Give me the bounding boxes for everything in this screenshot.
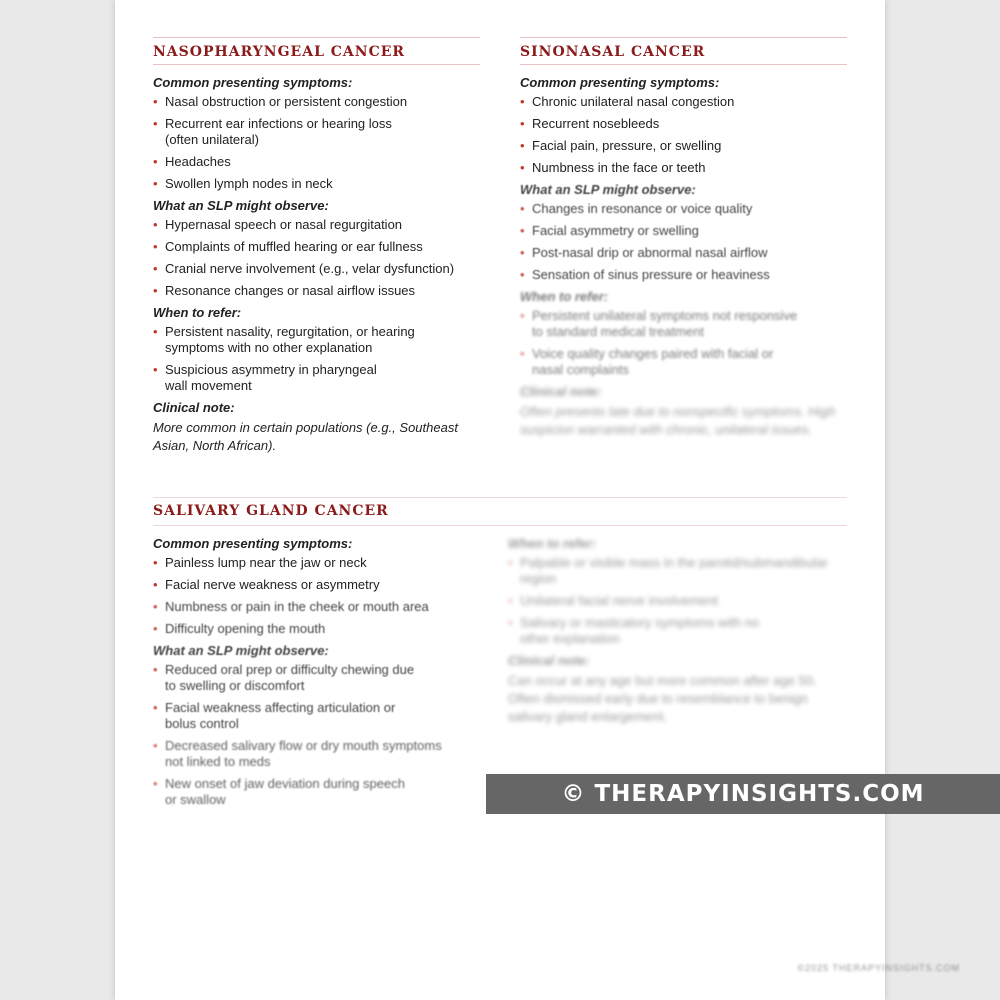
bullet-icon: •	[520, 308, 525, 323]
list-item: • Changes in resonance or voice quality	[520, 201, 753, 216]
list-item: • Difficulty opening the mouth	[153, 621, 326, 636]
list-item: • Facial asymmetry or swelling	[520, 223, 699, 238]
sinonasal-title: SINONASAL CANCER	[520, 37, 847, 65]
bullet-icon: •	[153, 283, 158, 298]
list-item: • Recurrent nosebleeds	[520, 116, 660, 131]
sinonasal-observe-block	[520, 182, 847, 283]
nasopharyngeal-title: NASOPHARYNGEAL CANCER	[153, 37, 480, 65]
sinonasal-note-block	[520, 384, 847, 439]
list-item: • Numbness in the face or teeth	[520, 160, 706, 175]
sinonasal-symptoms-list	[520, 94, 847, 176]
salivary-note-heading: Clinical note:	[508, 653, 590, 668]
salivary-observe-block	[153, 643, 453, 808]
bullet-icon: •	[520, 245, 525, 260]
sinonasal-refer-list	[520, 308, 847, 378]
page-footer: ©2025 THERAPYINSIGHTS.COM	[797, 963, 960, 973]
bullet-icon: •	[520, 116, 525, 131]
bullet-icon: •	[153, 662, 158, 677]
salivary-right-column	[508, 530, 848, 726]
list-item: • Headaches	[153, 154, 231, 169]
bullet-icon: •	[153, 738, 158, 753]
bullet-icon: •	[153, 577, 158, 592]
nasopharyngeal-observe-list	[153, 217, 480, 299]
bullet-icon: •	[520, 201, 525, 216]
salivary-title-wrap	[153, 497, 847, 523]
list-item: • Decreased salivary flow or dry mouth symptoms not linked to meds	[153, 738, 442, 769]
salivary-note: Can occur at any age but more common after age 50. Often dismissed early due to resemblance to benign salivary gland enlargement.	[508, 673, 817, 724]
sinonasal-refer-heading: When to refer:	[520, 289, 609, 304]
salivary-title: SALIVARY GLAND CANCER	[153, 503, 389, 519]
bullet-icon: •	[153, 621, 158, 636]
list-item: • Cranial nerve involvement (e.g., velar dysfunction)	[153, 261, 455, 276]
list-item: • New onset of jaw deviation during speech or swallow	[153, 776, 405, 807]
sinonasal-note: Often presents late due to nonspecific symptoms. High suspicion warranted with chronic, unilateral issues.	[520, 404, 836, 437]
salivary-observe-heading: What an SLP might observe:	[153, 643, 329, 658]
list-item: • Reduced oral prep or difficulty chewing due to swelling or discomfort	[153, 662, 415, 693]
bullet-icon: •	[153, 776, 158, 791]
bullet-icon: •	[153, 217, 158, 232]
bullet-icon: •	[153, 555, 158, 570]
copyright-watermark: © THERAPYINSIGHTS.COM	[486, 774, 1000, 814]
list-item: • Nasal obstruction or persistent congestion	[153, 94, 408, 109]
bullet-icon: •	[153, 154, 158, 169]
bullet-icon: •	[153, 176, 158, 191]
salivary-bottom-rule	[153, 525, 847, 526]
nasopharyngeal-refer-heading: When to refer:	[153, 305, 242, 320]
nasopharyngeal-note: More common in certain populations (e.g., Southeast Asian, North African).	[153, 420, 458, 453]
bullet-icon: •	[153, 261, 158, 276]
list-item: • Complaints of muffled hearing or ear fullness	[153, 239, 423, 254]
salivary-left-column	[153, 530, 453, 814]
nasopharyngeal-refer-list	[153, 324, 480, 394]
list-item: • Facial weakness affecting articulation or bolus control	[153, 700, 396, 731]
list-item: • Facial pain, pressure, or swelling	[520, 138, 722, 153]
list-item: • Resonance changes or nasal airflow issues	[153, 283, 416, 298]
list-item: • Sensation of sinus pressure or heaviness	[520, 267, 770, 282]
list-item: • Persistent nasality, regurgitation, or hearing symptoms with no other explanation	[153, 324, 415, 355]
bullet-icon: •	[520, 346, 525, 361]
bullet-icon: •	[153, 94, 158, 109]
salivary-symptoms-list	[153, 555, 453, 637]
sinonasal-observe-heading: What an SLP might observe:	[520, 182, 696, 197]
sinonasal-observe-list	[520, 201, 847, 283]
list-item: • Palpable or visible mass in the parotid/submandibular region	[508, 555, 828, 586]
list-item: • Swollen lymph nodes in neck	[153, 176, 333, 191]
list-item: • Facial nerve weakness or asymmetry	[153, 577, 380, 592]
bullet-icon: •	[520, 223, 525, 238]
salivary-symptoms-heading: Common presenting symptoms:	[153, 536, 353, 551]
bullet-icon: •	[520, 160, 525, 175]
list-item: • Voice quality changes paired with facial or nasal complaints	[520, 346, 774, 377]
bullet-icon: •	[153, 599, 158, 614]
sinonasal-section	[520, 37, 847, 439]
nasopharyngeal-section	[153, 37, 480, 455]
list-item: • Salivary or masticatory symptoms with no other explanation	[508, 615, 760, 646]
sinonasal-refer-block	[520, 289, 847, 378]
bullet-icon: •	[508, 615, 513, 630]
bullet-icon: •	[153, 362, 158, 377]
sinonasal-note-heading: Clinical note:	[520, 384, 602, 399]
bullet-icon: •	[153, 116, 158, 131]
nasopharyngeal-symptoms-heading: Common presenting symptoms:	[153, 75, 353, 90]
salivary-refer-heading: When to refer:	[508, 536, 597, 551]
bullet-icon: •	[153, 700, 158, 715]
salivary-observe-list	[153, 662, 453, 808]
bullet-icon: •	[508, 593, 513, 608]
bullet-icon: •	[520, 94, 525, 109]
list-item: • Recurrent ear infections or hearing loss (often unilateral)	[153, 116, 392, 147]
list-item: • Chronic unilateral nasal congestion	[520, 94, 735, 109]
sinonasal-symptoms-heading: Common presenting symptoms:	[520, 75, 720, 90]
bullet-icon: •	[520, 267, 525, 282]
nasopharyngeal-observe-heading: What an SLP might observe:	[153, 198, 329, 213]
bullet-icon: •	[153, 324, 158, 339]
list-item: • Post-nasal drip or abnormal nasal airflow	[520, 245, 768, 260]
bullet-icon: •	[508, 555, 513, 570]
list-item: • Numbness or pain in the cheek or mouth area	[153, 599, 429, 614]
nasopharyngeal-note-heading: Clinical note:	[153, 400, 235, 415]
bullet-icon: •	[520, 138, 525, 153]
list-item: • Persistent unilateral symptoms not responsive to standard medical treatment	[520, 308, 798, 339]
list-item: • Hypernasal speech or nasal regurgitation	[153, 217, 403, 232]
list-item: • Painless lump near the jaw or neck	[153, 555, 367, 570]
bullet-icon: •	[153, 239, 158, 254]
list-item: • Unilateral facial nerve involvement	[508, 593, 718, 608]
nasopharyngeal-symptoms-list	[153, 94, 480, 192]
salivary-refer-list	[508, 555, 848, 647]
list-item: • Suspicious asymmetry in pharyngeal wall movement	[153, 362, 377, 393]
